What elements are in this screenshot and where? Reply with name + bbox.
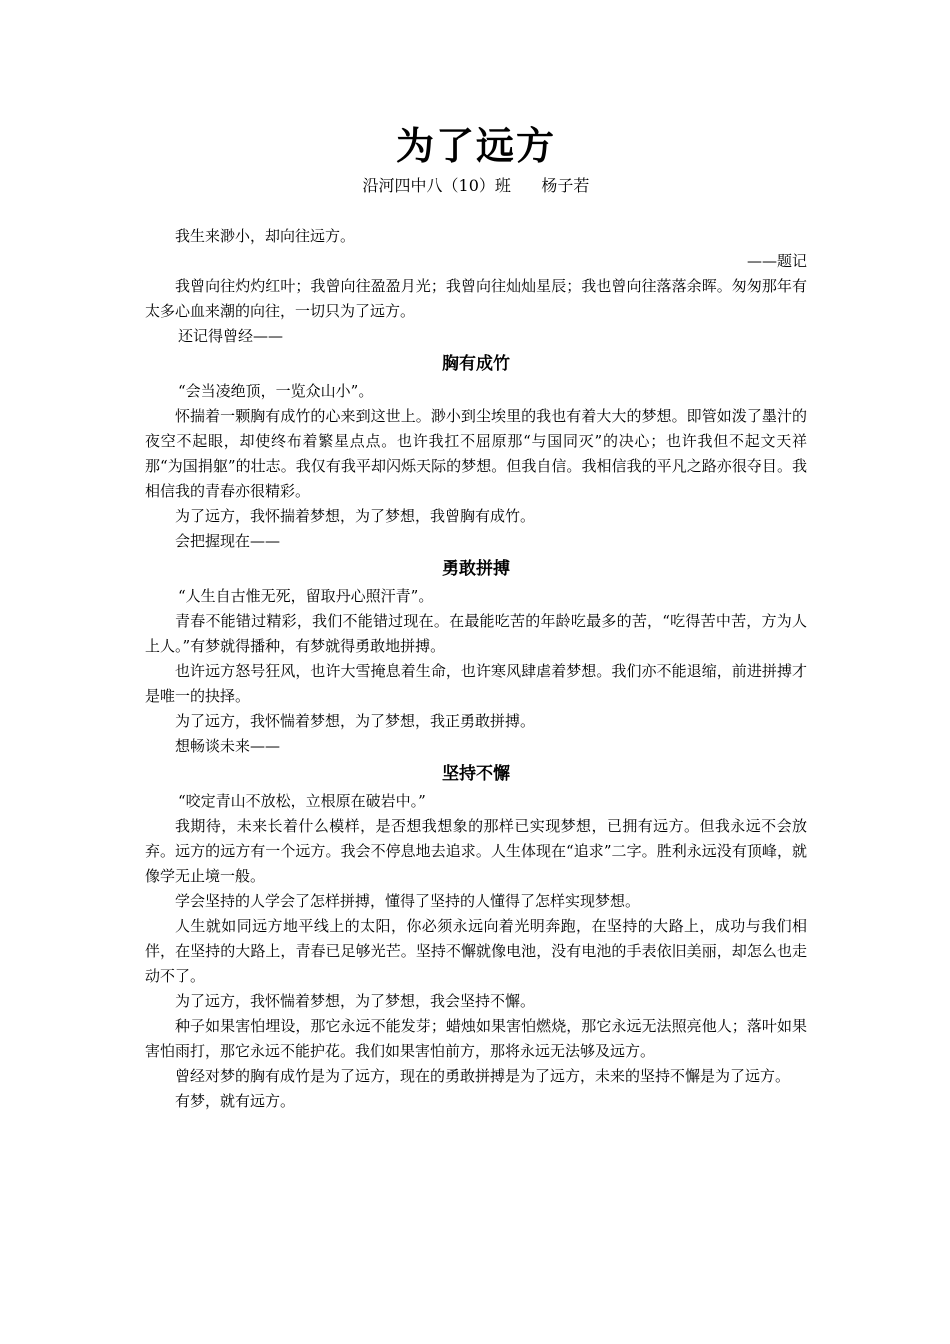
body-paragraph: 曾经对梦的胸有成竹是为了远方，现在的勇敢拼搏是为了远方，未来的坚持不懈是为了远方。 (175, 1067, 791, 1085)
section-quote: “会当凌绝顶，一览众山小”。 (178, 382, 374, 400)
body-paragraph: 为了远方，我怀惴着梦想，为了梦想，我会坚持不懈。 (175, 992, 536, 1010)
body-paragraph: 也许远方怒号狂风，也许大雪掩息着生命，也许寒风肆虐着梦想。我们亦不能退缩，前进拼搏才是唯一的抉择。 (145, 662, 807, 705)
body-paragraph: 怀揣着一颗胸有成竹的心来到这世上。渺小到尘埃里的我也有着大大的梦想。即管如泼了墨汁的夜空不起眼，却使终布着繁星点点。也许我扛不屈原那“与国同灭”的决心；也许我但不起文天祥那“为国捐躯”的壮志。我仅有我平却闪烁天际的梦想。但我自信。我相信我的平凡之路亦很夺目。我相信我的青春亦很精彩。 (145, 407, 807, 500)
transition-line: 想畅谈未来—— (175, 737, 281, 755)
section-heading: 坚持不懈 (442, 764, 510, 784)
body-paragraph: 人生就如同远方地平线上的太阳，你必须永远向着光明奔跑，在坚持的大路上，成功与我们相伴，在坚持的大路上，青春已足够光芒。坚持不懈就像电池，没有电池的手表依旧美丽，却怎么也走动不了。 (145, 917, 807, 985)
body-paragraph: 我期待，未来长着什么模样，是否想我想象的那样已实现梦想，已拥有远方。但我永远不会放弃。远方的远方有一个远方。我会不停息地去追求。人生体现在“追求”二字。胜利永远没有顶峰，就像学无止境一般。 (145, 817, 807, 885)
intro-paragraph: 我曾向往灼灼红叶；我曾向往盈盈月光；我曾向往灿灿星辰；我也曾向往落落余晖。匆匆那年有太多心血来潮的向往，一切只为了远方。 (145, 277, 807, 320)
closing-line: 有梦，就有远方。 (175, 1092, 296, 1110)
section-heading: 胸有成竹 (442, 354, 510, 374)
epigraph-signature: ——题记 (746, 252, 807, 270)
body-paragraph: 为了远方，我怀惴着梦想，为了梦想，我正勇敢拼搏。 (175, 712, 536, 730)
body-paragraph: 为了远方，我怀揣着梦想，为了梦想，我曾胸有成竹。 (175, 507, 536, 525)
epigraph-text: 我生来渺小，却向往远方。 (175, 227, 356, 245)
body-paragraph: 青春不能错过精彩，我们不能错过现在。在最能吃苦的年龄吃最多的苦，“吃得苦中苦，方为人上人。”有梦就得播种，有梦就得勇敢地拼搏。 (145, 612, 807, 655)
document-page (145, 118, 807, 1114)
body-paragraph: 种子如果害怕埋设，那它永远不能发芽；蜡烛如果害怕燃烧，那它永远无法照亮他人；落叶如果害怕雨打，那它永远不能护花。我们如果害怕前方，那将永远无法够及远方。 (145, 1017, 807, 1060)
author-byline: 沿河四中八（10）班 杨子若 (362, 176, 590, 195)
page-title: 为了远方 (395, 124, 556, 168)
section-heading: 勇敢拼搏 (442, 559, 510, 579)
section-quote: “人生自古惟无死，留取丹心照汗青”。 (178, 587, 434, 605)
transition-line: 会把握现在—— (175, 532, 281, 550)
section-quote: “咬定青山不放松，立根原在破岩中。” (178, 792, 426, 810)
body-paragraph: 学会坚持的人学会了怎样拼搏，懂得了坚持的人懂得了怎样实现梦想。 (175, 892, 641, 910)
intro-transition: 还记得曾经—— (178, 327, 284, 345)
